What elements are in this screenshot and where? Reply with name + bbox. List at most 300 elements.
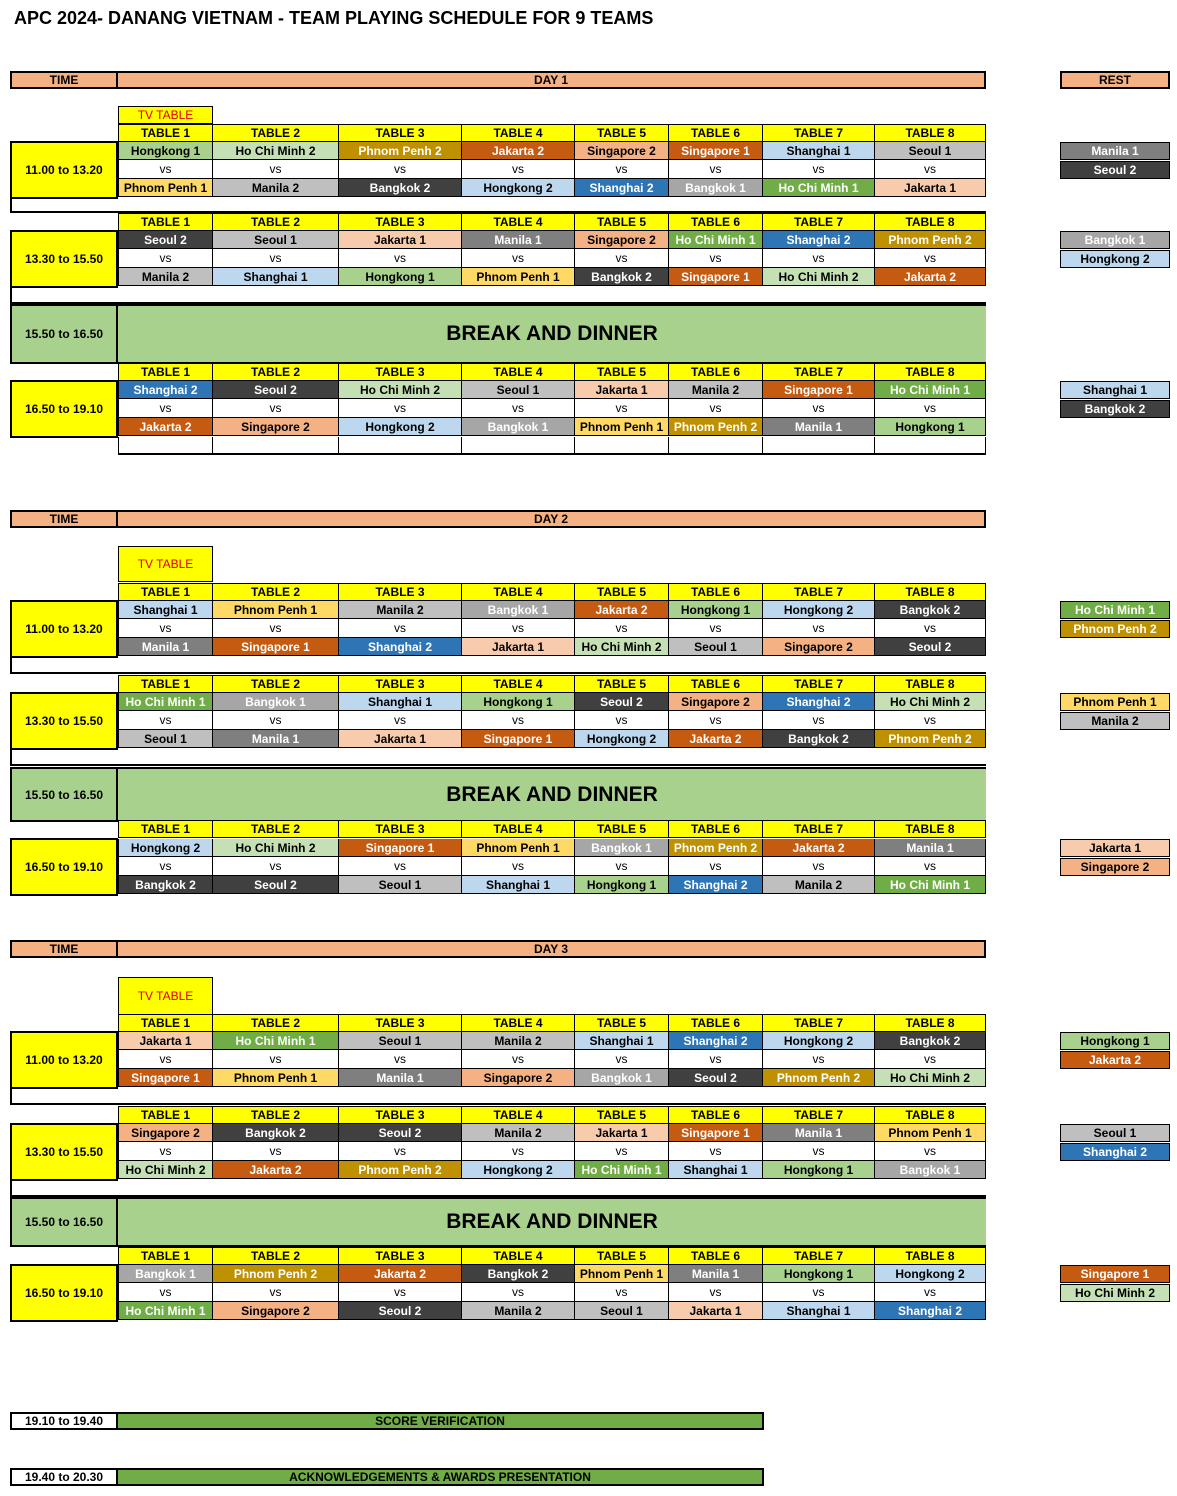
vs-label: vs [575,160,669,179]
table-header: TABLE 1 [118,213,213,231]
home-team: Bangkok 1 [575,839,669,857]
home-team: Manila 2 [339,601,462,619]
home-team: Bangkok 2 [875,601,986,619]
home-team: Ho Chi Minh 2 [339,381,462,399]
away-team: Manila 2 [462,1302,575,1320]
rest-team: Manila 2 [1060,712,1170,730]
home-team: Bangkok 2 [875,1032,986,1050]
away-team: Ho Chi Minh 2 [118,1161,213,1179]
away-team: Seoul 2 [669,1069,763,1087]
table-header: TABLE 4 [462,124,575,142]
rest-team: Hongkong 2 [1060,250,1170,268]
away-team: Shanghai 1 [213,268,339,286]
away-team: Phnom Penh 2 [339,1161,462,1179]
vs-label: vs [575,711,669,730]
away-team: Singapore 2 [213,1302,339,1320]
vs-label: vs [118,1050,213,1069]
table-header: TABLE 2 [213,1014,339,1032]
away-team: Shanghai 2 [339,638,462,656]
vs-label: vs [118,249,213,268]
away-team: Jakarta 1 [339,730,462,748]
home-team: Singapore 1 [339,839,462,857]
table-header: TABLE 4 [462,1247,575,1265]
away-team: Singapore 2 [213,418,339,436]
home-team: Jakarta 2 [575,601,669,619]
table-header: TABLE 8 [875,1247,986,1265]
table-header: TABLE 1 [118,583,213,601]
closing-time: 19.10 to 19.40 [10,1412,118,1430]
away-team: Shanghai 2 [669,876,763,894]
home-team: Phnom Penh 1 [875,1124,986,1142]
away-team: Jakarta 2 [669,730,763,748]
vs-label: vs [763,1050,875,1069]
home-team: Shanghai 2 [669,1032,763,1050]
home-team: Seoul 1 [462,381,575,399]
break-time: 15.50 to 16.50 [10,767,118,822]
vs-label: vs [763,1142,875,1161]
table-header: TABLE 2 [213,124,339,142]
away-team: Phnom Penh 2 [669,418,763,436]
vs-label: vs [213,160,339,179]
table-header: TABLE 1 [118,124,213,142]
away-team: Seoul 1 [669,638,763,656]
spacer-row [10,286,986,304]
table-header: TABLE 4 [462,1014,575,1032]
table-header: TABLE 4 [462,675,575,693]
table-header: TABLE 6 [669,124,763,142]
home-team: Seoul 2 [339,1124,462,1142]
vs-label: vs [462,160,575,179]
tv-table-label: TV TABLE [118,546,213,582]
vs-label: vs [763,619,875,638]
vs-label: vs [669,249,763,268]
away-team: Bangkok 2 [118,876,213,894]
time-slot: 16.50 to 19.10 [10,1264,118,1322]
away-team: Seoul 2 [875,638,986,656]
rest-team: Seoul 1 [1060,1124,1170,1142]
home-team: Phnom Penh 1 [462,839,575,857]
table-header: TABLE 1 [118,1014,213,1032]
table-header: TABLE 2 [213,820,339,838]
rest-team: Jakarta 2 [1060,1051,1170,1069]
table-header: TABLE 7 [763,1247,875,1265]
away-team: Ho Chi Minh 1 [118,1302,213,1320]
spacer-row [10,1087,986,1105]
home-team: Singapore 1 [669,1124,763,1142]
vs-label: vs [462,857,575,876]
vs-label: vs [669,857,763,876]
away-team: Shanghai 1 [669,1161,763,1179]
rest-team: Hongkong 1 [1060,1032,1170,1050]
table-header: TABLE 5 [575,1247,669,1265]
away-team: Shanghai 2 [575,179,669,197]
table-header: TABLE 8 [875,1014,986,1032]
home-team: Jakarta 1 [118,1032,213,1050]
home-team: Bangkok 1 [462,601,575,619]
home-team: Singapore 2 [575,142,669,160]
away-team: Shanghai 2 [875,1302,986,1320]
home-team: Ho Chi Minh 1 [118,693,213,711]
day-header: DAY 1 [118,71,986,89]
home-team: Jakarta 2 [339,1265,462,1283]
rest-team: Jakarta 1 [1060,839,1170,857]
vs-label: vs [213,711,339,730]
vs-label: vs [575,1142,669,1161]
home-team: Manila 1 [875,839,986,857]
away-team: Jakarta 2 [213,1161,339,1179]
table-header: TABLE 5 [575,583,669,601]
home-team: Ho Chi Minh 1 [875,381,986,399]
vs-label: vs [339,160,462,179]
day-header: DAY 3 [118,940,986,958]
home-team: Hongkong 1 [669,601,763,619]
table-header: TABLE 1 [118,820,213,838]
empty-cell [575,437,669,455]
vs-label: vs [875,1142,986,1161]
rest-team: Shanghai 1 [1060,381,1170,399]
rest-team: Ho Chi Minh 2 [1060,1284,1170,1302]
closing-activity: ACKNOWLEDGEMENTS & AWARDS PRESENTATION [118,1468,764,1486]
away-team: Jakarta 1 [462,638,575,656]
table-header: TABLE 3 [339,1106,462,1124]
vs-label: vs [763,249,875,268]
home-team: Ho Chi Minh 1 [213,1032,339,1050]
vs-label: vs [118,619,213,638]
home-team: Jakarta 2 [462,142,575,160]
table-header: TABLE 5 [575,675,669,693]
away-team: Manila 2 [763,876,875,894]
away-team: Phnom Penh 1 [575,418,669,436]
table-header: TABLE 5 [575,124,669,142]
home-team: Singapore 2 [118,1124,213,1142]
empty-cell [875,437,986,455]
home-team: Manila 2 [462,1032,575,1050]
time-slot: 16.50 to 19.10 [10,838,118,896]
away-team: Singapore 1 [462,730,575,748]
away-team: Manila 1 [339,1069,462,1087]
home-team: Shanghai 1 [763,142,875,160]
vs-label: vs [462,711,575,730]
table-header: TABLE 6 [669,583,763,601]
away-team: Bangkok 1 [875,1161,986,1179]
away-team: Singapore 2 [763,638,875,656]
table-header: TABLE 7 [763,675,875,693]
vs-label: vs [213,399,339,418]
home-team: Hongkong 2 [118,839,213,857]
away-team: Jakarta 2 [875,268,986,286]
home-team: Shanghai 1 [118,601,213,619]
home-team: Jakarta 1 [339,231,462,249]
table-header: TABLE 2 [213,1247,339,1265]
rest-team: Phnom Penh 1 [1060,693,1170,711]
vs-label: vs [213,1142,339,1161]
vs-label: vs [339,1050,462,1069]
table-header: TABLE 2 [213,675,339,693]
spacer-row [10,1179,986,1197]
table-header: TABLE 3 [339,820,462,838]
home-team: Ho Chi Minh 2 [213,839,339,857]
home-team: Ho Chi Minh 1 [669,231,763,249]
table-header: TABLE 2 [213,363,339,381]
table-header: TABLE 2 [213,583,339,601]
rest-team: Singapore 1 [1060,1265,1170,1283]
break-banner: BREAK AND DINNER [118,1197,986,1247]
table-header: TABLE 3 [339,363,462,381]
home-team: Jakarta 1 [575,381,669,399]
vs-label: vs [669,1283,763,1302]
away-team: Bangkok 1 [462,418,575,436]
vs-label: vs [213,1283,339,1302]
rest-team: Bangkok 1 [1060,231,1170,249]
vs-label: vs [575,249,669,268]
away-team: Phnom Penh 2 [875,730,986,748]
away-team: Phnom Penh 2 [763,1069,875,1087]
home-team: Shanghai 1 [339,693,462,711]
away-team: Manila 1 [118,638,213,656]
vs-label: vs [462,619,575,638]
home-team: Ho Chi Minh 2 [213,142,339,160]
vs-label: vs [575,1050,669,1069]
away-team: Bangkok 2 [763,730,875,748]
rest-team: Seoul 2 [1060,161,1170,179]
rest-header: REST [1060,71,1170,89]
vs-label: vs [669,160,763,179]
break-banner: BREAK AND DINNER [118,304,986,364]
time-header: TIME [10,71,118,89]
home-team: Seoul 1 [339,1032,462,1050]
away-team: Seoul 1 [575,1302,669,1320]
home-team: Manila 2 [669,381,763,399]
tv-table-label: TV TABLE [118,106,213,124]
away-team: Singapore 1 [669,268,763,286]
vs-label: vs [669,1050,763,1069]
table-header: TABLE 3 [339,1247,462,1265]
closing-activity: SCORE VERIFICATION [118,1412,764,1430]
away-team: Shanghai 1 [763,1302,875,1320]
away-team: Jakarta 2 [118,418,213,436]
away-team: Seoul 2 [213,876,339,894]
table-header: TABLE 7 [763,363,875,381]
rest-team: Singapore 2 [1060,858,1170,876]
away-team: Ho Chi Minh 2 [763,268,875,286]
vs-label: vs [669,711,763,730]
away-team: Hongkong 1 [575,876,669,894]
away-team: Hongkong 1 [339,268,462,286]
empty-cell [118,437,213,455]
home-team: Shanghai 1 [575,1032,669,1050]
table-header: TABLE 8 [875,1106,986,1124]
home-team: Manila 2 [462,1124,575,1142]
table-header: TABLE 1 [118,363,213,381]
table-header: TABLE 4 [462,363,575,381]
home-team: Jakarta 1 [575,1124,669,1142]
away-team: Manila 2 [118,268,213,286]
empty-cell [339,437,462,455]
home-team: Shanghai 2 [763,231,875,249]
home-team: Singapore 1 [669,142,763,160]
home-team: Bangkok 1 [118,1265,213,1283]
away-team: Hongkong 2 [339,418,462,436]
vs-label: vs [339,399,462,418]
vs-label: vs [462,399,575,418]
vs-label: vs [213,249,339,268]
away-team: Ho Chi Minh 2 [575,638,669,656]
table-header: TABLE 6 [669,820,763,838]
vs-label: vs [118,1142,213,1161]
time-slot: 11.00 to 13.20 [10,1031,118,1089]
vs-label: vs [875,399,986,418]
table-header: TABLE 5 [575,1106,669,1124]
table-header: TABLE 6 [669,363,763,381]
table-header: TABLE 8 [875,124,986,142]
home-team: Singapore 1 [763,381,875,399]
time-slot: 13.30 to 15.50 [10,692,118,750]
time-slot: 11.00 to 13.20 [10,141,118,199]
home-team: Shanghai 2 [118,381,213,399]
home-team: Manila 1 [462,231,575,249]
table-header: TABLE 3 [339,675,462,693]
home-team: Phnom Penh 1 [213,601,339,619]
home-team: Seoul 1 [213,231,339,249]
home-team: Bangkok 1 [213,693,339,711]
empty-cell [462,437,575,455]
vs-label: vs [118,1283,213,1302]
home-team: Hongkong 1 [763,1265,875,1283]
vs-label: vs [875,711,986,730]
away-team: Singapore 1 [213,638,339,656]
away-team: Hongkong 1 [875,418,986,436]
rest-team: Bangkok 2 [1060,400,1170,418]
away-team: Manila 2 [213,179,339,197]
away-team: Manila 1 [213,730,339,748]
away-team: Hongkong 2 [462,179,575,197]
closing-time: 19.40 to 20.30 [10,1468,118,1486]
vs-label: vs [669,619,763,638]
away-team: Manila 1 [763,418,875,436]
away-team: Ho Chi Minh 2 [875,1069,986,1087]
home-team: Hongkong 1 [118,142,213,160]
vs-label: vs [763,399,875,418]
time-slot: 16.50 to 19.10 [10,380,118,438]
rest-team: Shanghai 2 [1060,1143,1170,1161]
table-header: TABLE 6 [669,213,763,231]
vs-label: vs [669,1142,763,1161]
vs-label: vs [875,619,986,638]
table-header: TABLE 1 [118,1106,213,1124]
vs-label: vs [118,857,213,876]
time-slot: 13.30 to 15.50 [10,1123,118,1181]
home-team: Seoul 2 [575,693,669,711]
home-team: Hongkong 1 [462,693,575,711]
table-header: TABLE 6 [669,1106,763,1124]
vs-label: vs [875,160,986,179]
table-header: TABLE 7 [763,583,875,601]
home-team: Manila 1 [669,1265,763,1283]
table-header: TABLE 5 [575,820,669,838]
vs-label: vs [462,1283,575,1302]
rest-team: Manila 1 [1060,142,1170,160]
vs-label: vs [763,160,875,179]
vs-label: vs [462,249,575,268]
home-team: Seoul 1 [875,142,986,160]
spacer-row [10,656,986,674]
table-header: TABLE 8 [875,583,986,601]
tv-table-label: TV TABLE [118,977,213,1015]
rest-team: Phnom Penh 2 [1060,620,1170,638]
vs-label: vs [339,249,462,268]
table-header: TABLE 8 [875,675,986,693]
away-team: Singapore 2 [462,1069,575,1087]
table-header: TABLE 7 [763,124,875,142]
vs-label: vs [462,1050,575,1069]
away-team: Singapore 1 [118,1069,213,1087]
vs-label: vs [213,619,339,638]
vs-label: vs [213,857,339,876]
vs-label: vs [763,1283,875,1302]
vs-label: vs [118,399,213,418]
vs-label: vs [118,160,213,179]
home-team: Seoul 2 [118,231,213,249]
home-team: Singapore 2 [575,231,669,249]
away-team: Hongkong 2 [462,1161,575,1179]
vs-label: vs [339,711,462,730]
rest-team: Ho Chi Minh 1 [1060,601,1170,619]
vs-label: vs [575,399,669,418]
table-header: TABLE 5 [575,213,669,231]
home-team: Phnom Penh 2 [875,231,986,249]
away-team: Ho Chi Minh 1 [763,179,875,197]
away-team: Seoul 2 [339,1302,462,1320]
home-team: Hongkong 2 [875,1265,986,1283]
home-team: Jakarta 2 [763,839,875,857]
table-header: TABLE 3 [339,1014,462,1032]
away-team: Ho Chi Minh 1 [575,1161,669,1179]
time-header: TIME [10,510,118,528]
table-header: TABLE 7 [763,1014,875,1032]
table-header: TABLE 7 [763,820,875,838]
empty-cell [669,437,763,455]
table-header: TABLE 6 [669,1247,763,1265]
table-header: TABLE 7 [763,1106,875,1124]
vs-label: vs [213,1050,339,1069]
empty-cell [763,437,875,455]
vs-label: vs [669,399,763,418]
home-team: Singapore 2 [669,693,763,711]
table-header: TABLE 2 [213,213,339,231]
away-team: Jakarta 1 [669,1302,763,1320]
spacer-row [10,748,986,766]
table-header: TABLE 1 [118,675,213,693]
vs-label: vs [339,1142,462,1161]
table-header: TABLE 6 [669,1014,763,1032]
away-team: Bangkok 2 [575,268,669,286]
vs-label: vs [339,1283,462,1302]
home-team: Phnom Penh 2 [669,839,763,857]
away-team: Jakarta 1 [875,179,986,197]
table-header: TABLE 7 [763,213,875,231]
break-banner: BREAK AND DINNER [118,767,986,822]
table-header: TABLE 4 [462,213,575,231]
away-team: Hongkong 1 [763,1161,875,1179]
break-time: 15.50 to 16.50 [10,304,118,364]
vs-label: vs [875,857,986,876]
away-team: Bangkok 2 [339,179,462,197]
table-header: TABLE 5 [575,1014,669,1032]
vs-label: vs [875,249,986,268]
vs-label: vs [875,1283,986,1302]
away-team: Bangkok 1 [669,179,763,197]
away-team: Seoul 1 [339,876,462,894]
